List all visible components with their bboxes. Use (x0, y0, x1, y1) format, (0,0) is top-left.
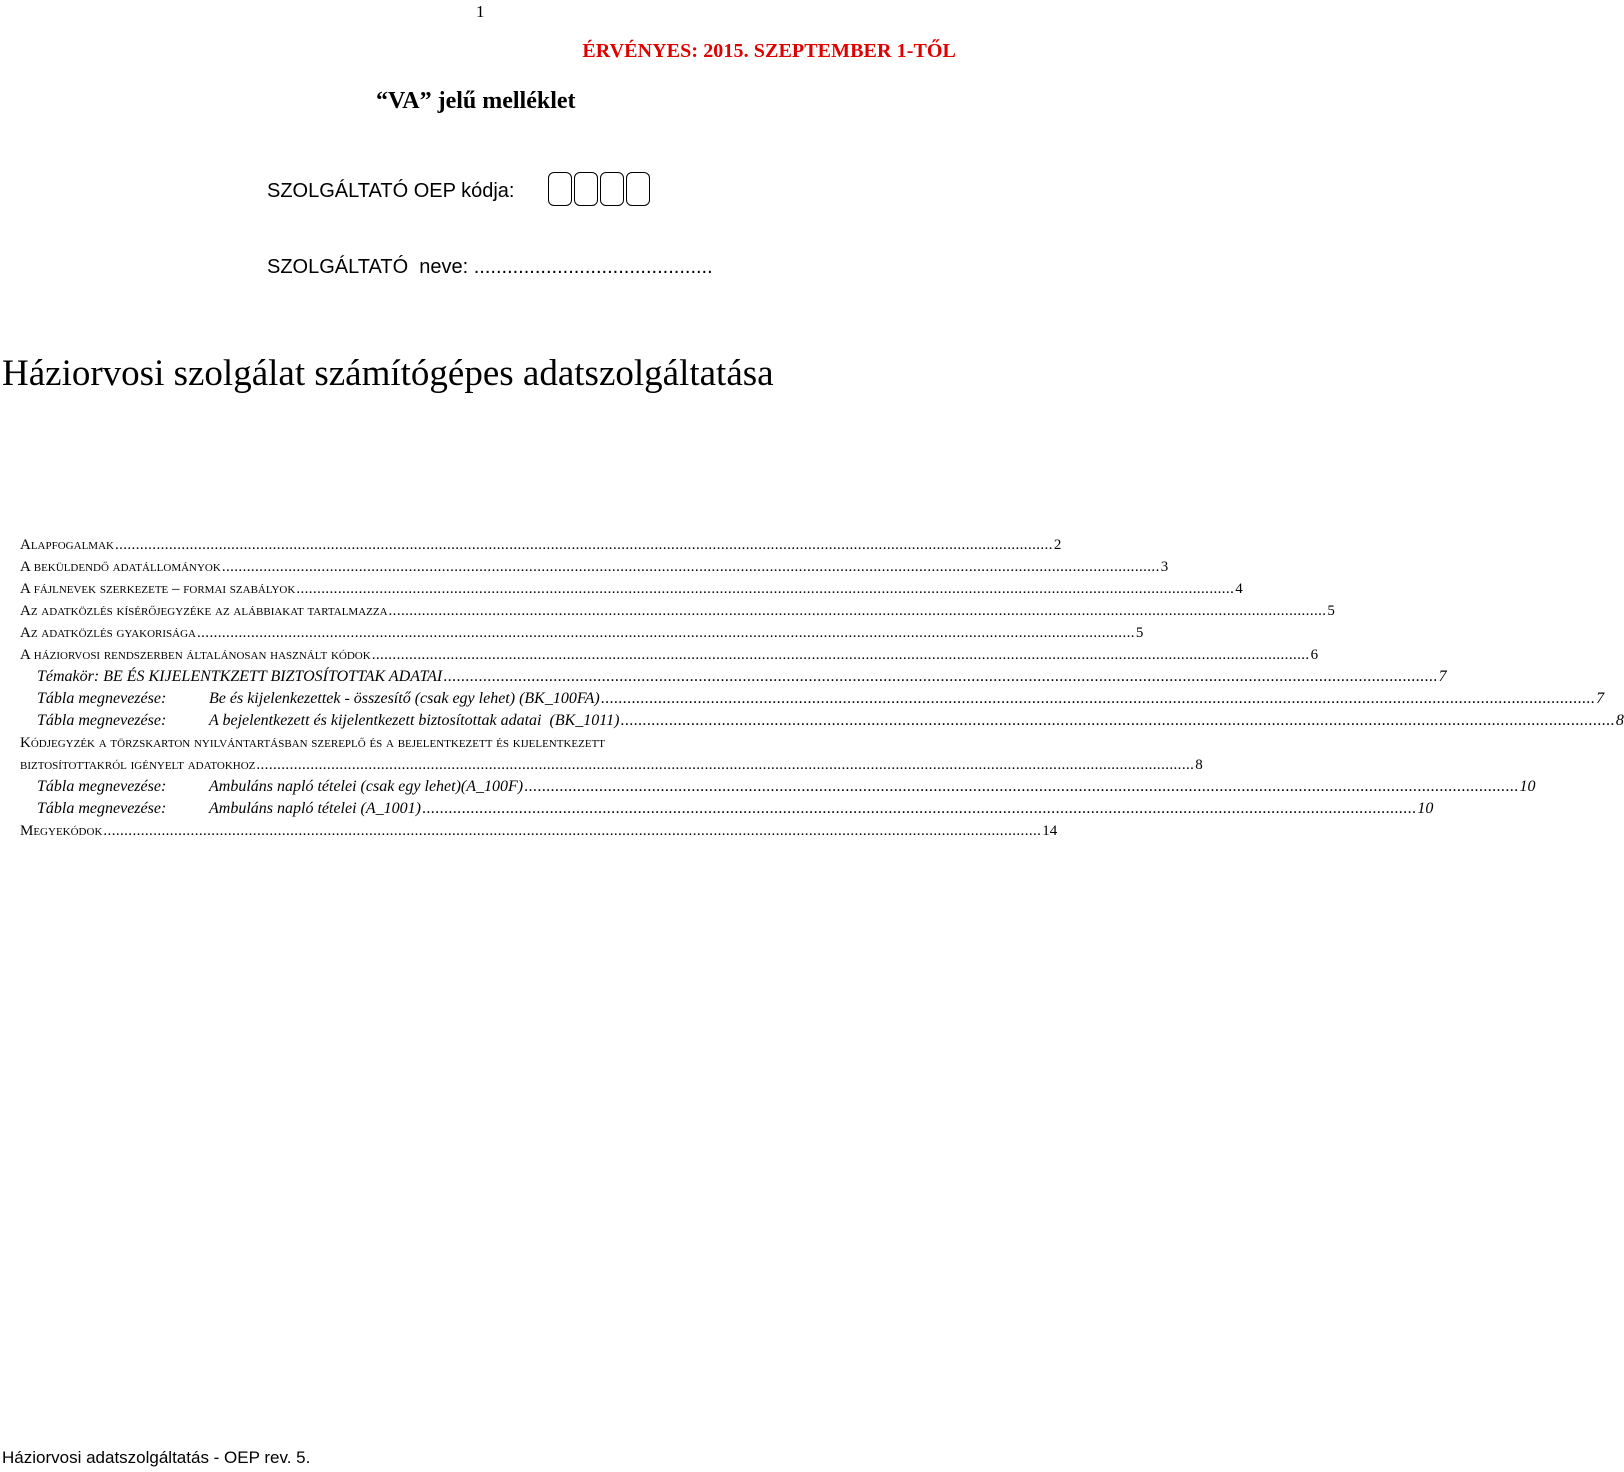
toc-page: 3 (1160, 559, 1169, 575)
toc-page: 10 (1417, 800, 1434, 817)
toc-page: 6 (1310, 647, 1319, 663)
toc-entry[interactable] (20, 732, 958, 754)
provider-code-label: SZOLGÁLTATÓ OEP kódja: (267, 180, 515, 202)
toc-entry-text (37, 666, 442, 688)
toc-leader: .................................................................................................................................................................................................................................. (443, 668, 1438, 685)
code-digit-box[interactable] (548, 172, 572, 206)
toc-entry[interactable] (20, 644, 1319, 666)
toc-entry-title: Be és kijelenkezettek - összesítő (csak egy lehet) (BK_100FA) (209, 690, 600, 707)
toc-page: 8 (1615, 712, 1624, 729)
toc-entry[interactable] (20, 556, 1169, 578)
toc-entry-text: A fájlnevek szerkezete – formai szabályok (20, 581, 296, 597)
toc-entry[interactable] (20, 798, 1434, 820)
toc-entry-text: A beküldendő adatállományok (20, 559, 221, 575)
toc-entry-title: BE ÉS KIJELENTKZETT BIZTOSÍTOTTAK ADATAI (103, 668, 443, 685)
toc-entry[interactable] (20, 600, 1335, 622)
toc-entry-title: Ambuláns napló tételei (csak egy lehet)(A_100F) (209, 778, 524, 795)
toc-leader: .................................................................................................................................................................................................................................. (221, 559, 1160, 575)
toc-entry[interactable] (20, 776, 1536, 798)
toc-page: 7 (1438, 668, 1447, 685)
toc-entry[interactable] (20, 754, 1203, 776)
code-digit-box[interactable] (600, 172, 624, 206)
toc-entry-text: Az adatközlés gyakorisága (20, 625, 196, 641)
toc-leader: .................................................................................................................................................................................................................................. (256, 757, 1195, 773)
toc-leader: .................................................................................................................................................................................................................................. (524, 778, 1519, 795)
toc-page: 8 (1195, 757, 1203, 773)
toc-leader: .................................................................................................................................................................................................................................. (197, 625, 1135, 641)
toc-entry-text: Megyekódok (20, 823, 103, 839)
toc-entry-text (37, 688, 600, 710)
toc-entry-text: Alapfogalmak (20, 537, 114, 553)
toc-entry-lead: Tábla megnevezése: (37, 778, 167, 795)
toc-leader: .................................................................................................................................................................................................................................. (371, 647, 1310, 663)
provider-code-boxes (548, 172, 652, 206)
toc-entry-text: biztosítottakról igényelt adatokhoz (20, 757, 256, 773)
toc-page: 14 (1042, 823, 1058, 839)
toc-leader: .................................................................................................................................................................................................................................. (296, 581, 1235, 597)
toc-entry[interactable] (20, 710, 1624, 732)
toc-page: 5 (1327, 603, 1335, 619)
toc-entry[interactable] (20, 666, 1447, 688)
toc-leader: .................................................................................................................................................................................................................................. (600, 690, 1596, 707)
toc-leader: .................................................................................................................................................................................................................................. (620, 712, 1615, 729)
toc-page: 5 (1135, 625, 1144, 641)
page-number: 1 (476, 2, 485, 21)
toc-entry-title: Ambuláns napló tételei (A_1001) (209, 800, 421, 817)
toc-entry-text (37, 710, 619, 732)
toc-page: 7 (1596, 690, 1605, 707)
toc-entry-lead: Tábla megnevezése: (37, 690, 167, 707)
main-title: Háziorvosi szolgálat számítógépes adatszolgáltatása (2, 353, 774, 394)
toc-entry[interactable] (20, 578, 1243, 600)
toc-entry-lead: Témakör: (37, 668, 104, 685)
toc-entry-text (37, 798, 421, 820)
code-digit-box[interactable] (626, 172, 650, 206)
toc-page: 4 (1235, 581, 1243, 597)
toc-entry-text: Az adatközlés kísérőjegyzéke az alábbiakat tartalmazza (20, 603, 388, 619)
code-digit-box[interactable] (574, 172, 598, 206)
page-footer: Háziorvosi adatszolgáltatás - OEP rev. 5. (2, 1448, 311, 1467)
toc-entry[interactable] (20, 688, 1605, 710)
toc-leader: .................................................................................................................................................................................................................................. (388, 603, 1327, 619)
toc-leader: .................................................................................................................................................................................................................................. (103, 823, 1042, 839)
toc-entry[interactable] (20, 820, 1058, 842)
toc-page: 2 (1053, 537, 1062, 553)
toc-leader: .................................................................................................................................................................................................................................. (421, 800, 1417, 817)
annex-title: “VA” jelű melléklet (376, 88, 576, 114)
toc-entry-text: A háziorvosi rendszerben általánosan használt kódok (20, 647, 371, 663)
toc-entry-text: Kódjegyzék a törzskarton nyilvántartásban szereplő és a bejelentkezett és kijelentkezett (20, 735, 606, 751)
toc-entry-lead: Tábla megnevezése: (37, 712, 167, 729)
toc-entry-title: A bejelentkezett és kijelentkezett biztosítottak adatai (BK_1011) (209, 712, 620, 729)
toc-leader: .................................................................................................................................................................................................................................. (114, 537, 1053, 553)
toc-entry-text (37, 776, 523, 798)
toc-entry[interactable] (20, 534, 1062, 556)
toc-entry[interactable] (20, 622, 1144, 644)
table-of-contents (20, 534, 1624, 842)
provider-name-line: SZOLGÁLTATÓ neve: ........................................... (267, 256, 713, 278)
toc-page: 10 (1519, 778, 1536, 795)
toc-entry-lead: Tábla megnevezése: (37, 800, 167, 817)
validity-notice: ÉRVÉNYES: 2015. SZEPTEMBER 1-TŐL (582, 40, 956, 62)
